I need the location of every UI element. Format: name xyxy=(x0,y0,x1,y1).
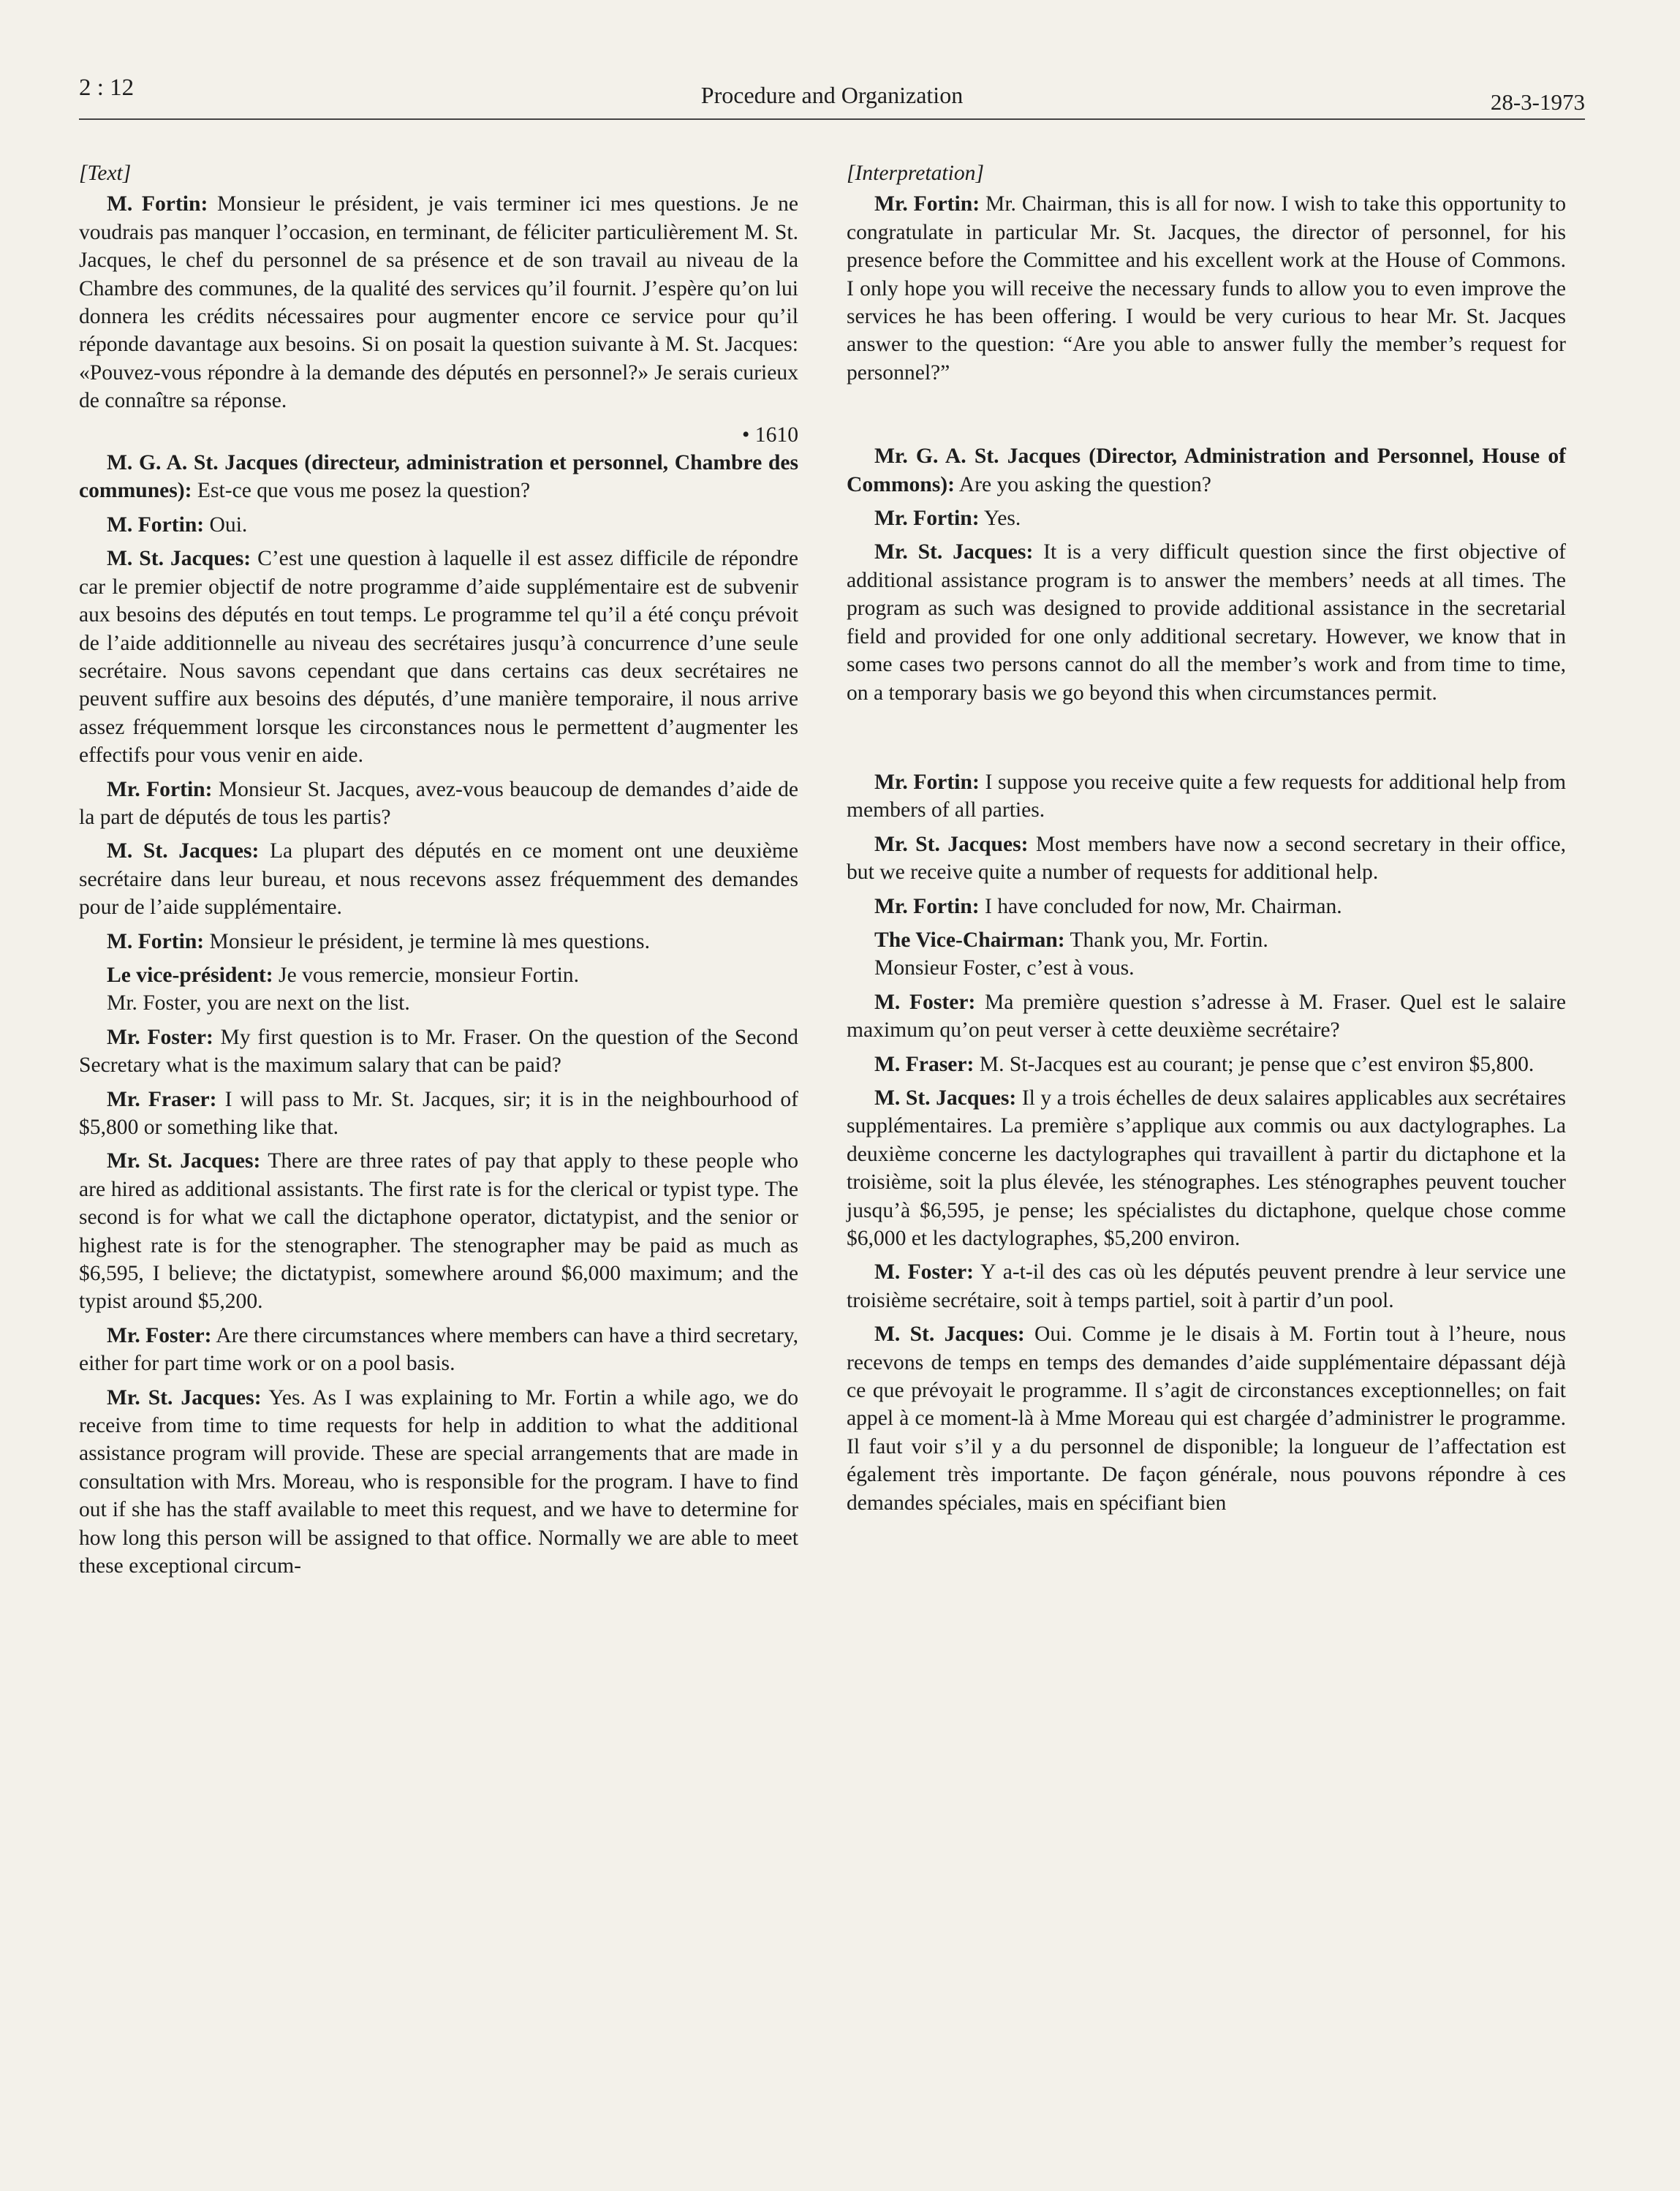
speech: C’est une question à laquelle il est assez difficile de répondre car le premier objectif de notre programme d’aide supplémentaire est de subvenir aux besoins des députés en tout temps. Le programme tel qu’il a été conçu prévoit de l’aide additionnelle au niveau des secrétaires jusqu’à concurrence d’une seule secrétaire. Nous savons cependant que dans certains cas deux secrétaires ne peuvent suffire aux besoins des députés, d’une manière temporaire, il nous arrive assez fréquemment lorsque les circonstances nous le permettent d’augmenter les effectifs pour vous venir en aide. xyxy=(79,547,798,768)
paragraph xyxy=(847,893,1566,920)
paragraph xyxy=(79,961,798,989)
speaker: M. Fortin: xyxy=(107,929,205,953)
paragraph xyxy=(847,1051,1566,1078)
page-header xyxy=(79,75,1585,120)
paragraph xyxy=(847,1084,1566,1252)
speech: Monsieur le président, je termine là mes questions. xyxy=(204,929,650,953)
paragraph xyxy=(79,449,798,505)
speech: I have concluded for now, Mr. Chairman. xyxy=(979,894,1342,918)
left-column-french xyxy=(79,159,798,1586)
speaker: Mr. St. Jacques: xyxy=(874,540,1034,564)
paragraph xyxy=(847,768,1566,825)
time-marker: • 1610 xyxy=(742,423,798,447)
speaker: M. St. Jacques: xyxy=(107,547,251,571)
speech: Ma première question s’adresse à M. Fraser. Quel est le salaire maximum qu’on peut verser à cette deuxième secrétaire? xyxy=(847,990,1566,1042)
page-number: 2 : 12 xyxy=(79,75,135,101)
speaker: Mr. St. Jacques: xyxy=(874,832,1029,856)
spacer xyxy=(847,393,1566,442)
speech: Est-ce que vous me posez la question? xyxy=(192,479,531,503)
speaker: M. Foster: xyxy=(874,990,976,1014)
speech: I will pass to Mr. St. Jacques, sir; it is in the neighbourhood of $5,800 or something like that. xyxy=(79,1087,798,1139)
speech: Thank you, Mr. Fortin. xyxy=(1064,928,1268,952)
paragraph xyxy=(79,928,798,956)
paragraph xyxy=(847,988,1566,1045)
paragraph xyxy=(79,511,798,539)
paragraph xyxy=(847,926,1566,954)
paragraph xyxy=(79,1322,798,1378)
speaker: Mr. St. Jacques: xyxy=(107,1385,262,1409)
speaker: The Vice-Chairman: xyxy=(874,928,1065,952)
paragraph xyxy=(79,776,798,832)
spacer xyxy=(847,713,1566,768)
paragraph xyxy=(79,837,798,921)
paragraph xyxy=(79,1023,798,1080)
paragraph xyxy=(847,1320,1566,1517)
paragraph xyxy=(847,504,1566,532)
speech: Are you asking the question? xyxy=(954,472,1211,496)
speech: M. St-Jacques est au courant; je pense que c’est environ $5,800. xyxy=(974,1052,1535,1076)
right-column-english xyxy=(847,159,1566,1523)
speaker: Mr. Fortin: xyxy=(874,507,980,531)
speech: Most members have now a second secretary in their office, but we receive quite a number of requests for additional help. xyxy=(847,832,1566,885)
paragraph xyxy=(79,1086,798,1142)
speaker: M. St. Jacques: xyxy=(874,1086,1017,1110)
paragraph: Mr. Foster, you are next on the list. xyxy=(107,991,410,1015)
speech: Yes. xyxy=(979,507,1021,531)
paragraph xyxy=(847,190,1566,387)
speaker: M. St. Jacques: xyxy=(107,839,260,863)
speaker: Mr. Fortin: xyxy=(107,777,213,801)
speaker: M. Fraser: xyxy=(874,1052,975,1076)
speaker: Mr. Foster: xyxy=(107,1323,212,1347)
speech: Oui. Comme je le disais à M. Fortin tout à l’heure, nous recevons de temps en temps des demandes d’aide supplémentaire dépassant déjà ce que prévoyait le programme. Il s’agit de circonstances exceptionnelles; on fait appel à ce moment-là à Mme Moreau qui est chargée d’administrer le programme. Il faut voir s’il y a du personnel de disponible; la longueur de l’affectation est également très importante. De façon générale, nous pouvons répondre à ces demandes spéciales, mais en spécifiant bien xyxy=(847,1322,1566,1515)
paragraph xyxy=(79,1384,798,1581)
speech: My first question is to Mr. Fraser. On the question of the Second Secretary what is the maximum salary that can be paid? xyxy=(79,1025,798,1078)
speaker: Mr. Fortin: xyxy=(874,192,980,216)
speech: Are there circumstances where members can have a third secretary, either for part time work or on a pool basis. xyxy=(79,1323,799,1376)
paragraph xyxy=(847,538,1566,706)
speaker: Mr. Fortin: xyxy=(874,894,980,918)
speech: There are three rates of pay that apply to these people who are hired as additional assistants. The first rate is for the clerical or typist type. The second is for what we call the dictaphone operator, dictatypist, and the senior or highest rate is for the stenographer. The stenographer may be paid as much as $6,595, I believe; the dictatypist, somewhere around $6,000 maximum; and the typist around $5,200. xyxy=(79,1149,798,1314)
section-label: [Text] xyxy=(79,162,132,185)
speech: I suppose you receive quite a few requests for additional help from members of all parties. xyxy=(847,770,1567,822)
paragraph xyxy=(79,1147,798,1315)
speech: Yes. As I was explaining to Mr. Fortin a while ago, we do receive from time to time requests for help in addition to what the additional assistance program will provide. These are special arrangements that are made in consultation with Mrs. Moreau, who is responsible for the program. I have to find out if she has the staff available to meet this request, and we have to determine for how long this person will be assigned to that office. Normally we are able to meet these exceptional circum- xyxy=(79,1385,798,1578)
speech: Monsieur St. Jacques, avez-vous beaucoup de demandes d’aide de la part de députés de tous les partis? xyxy=(79,777,798,829)
speaker: M. Fortin: xyxy=(107,192,208,216)
paragraph xyxy=(79,190,798,415)
section-label: [Interpretation] xyxy=(847,162,984,185)
speech: Oui. xyxy=(204,512,248,537)
speech: Monsieur le président, je vais terminer ici mes questions. Je ne voudrais pas manquer l’occasion, en terminant, de féliciter particulièrement M. St. Jacques, le chef du personnel de sa présence et de son travail au niveau de la Chambre des communes, de la qualité des services qu’il fournit. J’espère qu’on lui donnera les crédits nécessaires pour augmenter encore ce service pour qu’il réponde davantage aux besoins. Si on posait la question suivante à M. St. Jacques: «Pouvez-vous répondre à la demande des députés en personnel?» Je serais curieux de connaître sa réponse. xyxy=(79,192,798,413)
paragraph xyxy=(847,442,1566,499)
speech: Je vous remercie, monsieur Fortin. xyxy=(273,963,579,987)
speaker: M. Fortin: xyxy=(107,512,205,537)
speech: It is a very difficult question since the first objective of additional assistance program is to answer the members’ needs at all times. The program as such was designed to provide additional assistance in the secretarial field and provided for one only additional secretary. However, we know that in some cases two persons cannot do all the member’s work and from time to time, on a temporary basis we go beyond this when circumstances permit. xyxy=(847,540,1566,705)
speaker: Mr. Foster: xyxy=(107,1025,213,1049)
speech: Il y a trois échelles de deux salaires applicables aux secrétaires supplémentaires. La première s’applique aux commis ou aux dactylographes. La deuxième concerne les dactylographes qui travaillent à partir du dictaphone et la troisième, soit la plus élevée, les sténographes. Les sténographes peuvent toucher jusqu’à $6,595, je pense; les spécialistes du dictaphone, quelque chose comme $6,000 et les dactylographes, $5,200 environ. xyxy=(847,1086,1566,1250)
paragraph xyxy=(847,1258,1566,1314)
paragraph xyxy=(847,830,1566,887)
speech: Mr. Chairman, this is all for now. I wish to take this opportunity to congratulate in particular Mr. St. Jacques, the director of personnel, for his presence before the Committee and his excellent work at the House of Commons. I only hope you will receive the necessary funds to allow you to even improve the services he has been offering. I would be very curious to hear Mr. St. Jacques answer to the question: “Are you able to answer fully the member’s request for personnel?” xyxy=(847,192,1566,385)
speaker: M. Foster: xyxy=(874,1260,974,1284)
speaker: M. St. Jacques: xyxy=(874,1322,1025,1347)
speech: Y a-t-il des cas où les députés peuvent prendre à leur service une troisième secrétaire, soit à temps partiel, soit à partir d’un pool. xyxy=(847,1260,1566,1312)
paragraph xyxy=(79,545,798,769)
speaker: Mr. Fraser: xyxy=(107,1087,217,1111)
paragraph: Monsieur Foster, c’est à vous. xyxy=(874,956,1135,980)
speaker: Mr. Fortin: xyxy=(874,770,980,794)
speech: La plupart des députés en ce moment ont une deuxième secrétaire dans leur bureau, et nous recevons assez fréquemment des demandes pour de l’aide supplémentaire. xyxy=(79,839,798,920)
page-date: 28-3-1973 xyxy=(1490,89,1585,115)
speaker: Le vice-président: xyxy=(107,963,273,987)
speaker: M. G. A. St. Jacques (directeur, administration et personnel, Chambre des communes): xyxy=(79,451,798,503)
running-title: Procedure and Organization xyxy=(700,82,964,108)
speaker: Mr. G. A. St. Jacques (Director, Administration and Personnel, House of Commons): xyxy=(847,444,1566,496)
speaker: Mr. St. Jacques: xyxy=(107,1149,261,1173)
